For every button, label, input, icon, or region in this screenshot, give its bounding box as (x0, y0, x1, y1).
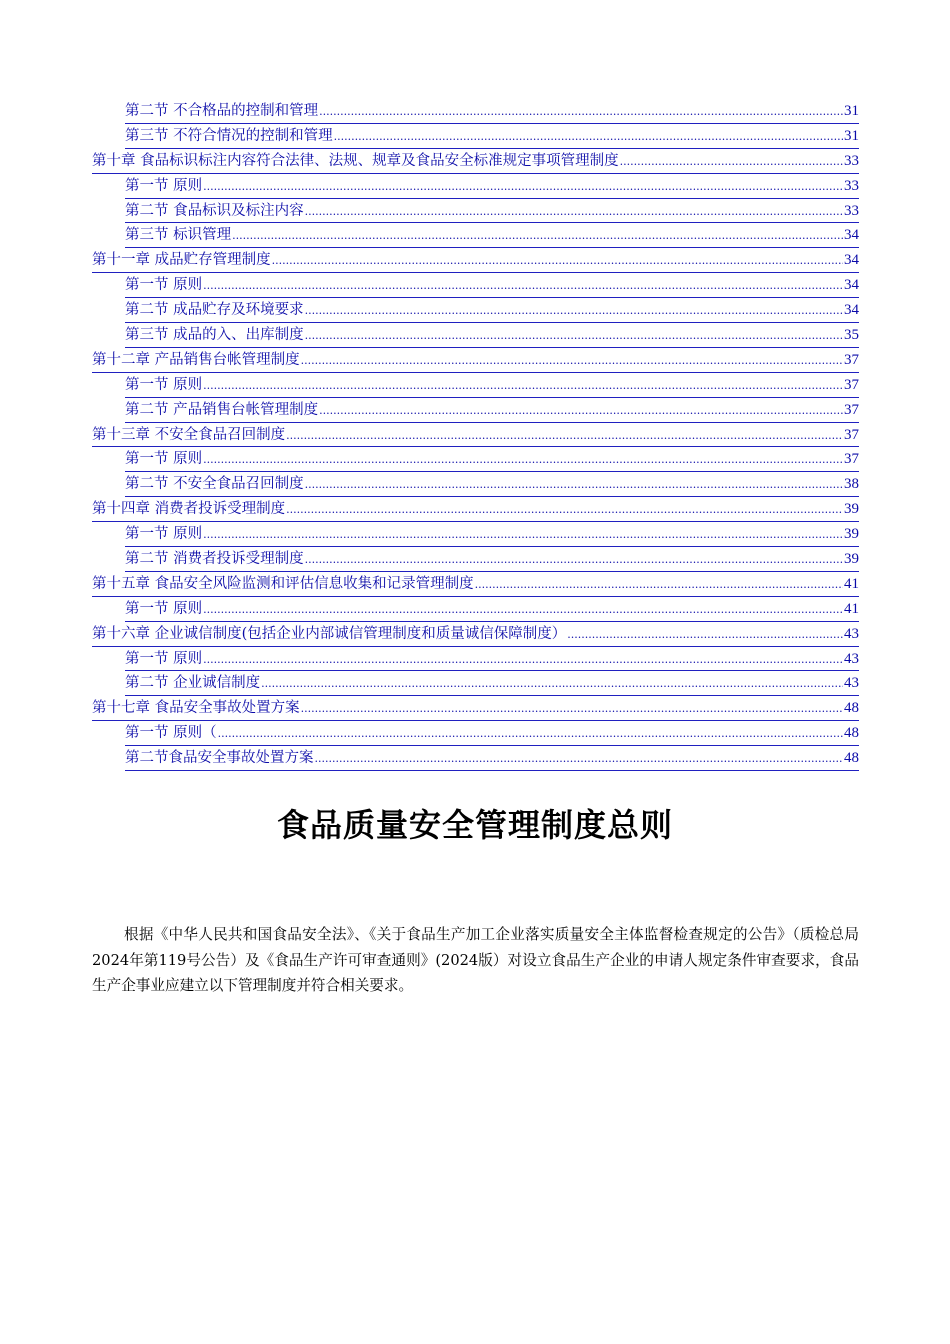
toc-dot-leader (218, 722, 843, 747)
toc-dot-leader (567, 623, 843, 648)
toc-entry-title: 第二节食品安全事故处置方案 (125, 750, 314, 767)
intro-paragraph: 根据《中华人民共和国食品安全法》、《关于食品生产加工企业落实质量安全主体监督检查规定的公告》（质检总局2024年第119号公告）及《食品生产许可审查通则》(2024版）对设立食品生产企业的申请人规定条件审查要求，食品生产企事业应建立以下管理制度并符合相关要求。 (92, 926, 859, 994)
toc-section-link[interactable] (125, 647, 859, 672)
table-of-contents (92, 99, 859, 771)
toc-section-link[interactable] (125, 124, 859, 149)
toc-page-number: 34 (844, 302, 859, 319)
toc-section-link[interactable] (125, 298, 859, 323)
toc-entry-title: 第一节 原则（ (125, 725, 217, 742)
toc-section-link[interactable] (125, 746, 859, 771)
toc-page-number: 33 (844, 202, 859, 219)
toc-entry-title: 第十七章 食品安全事故处置方案 (92, 700, 300, 717)
toc-page-number: 39 (844, 551, 859, 568)
toc-page-number: 35 (844, 327, 859, 344)
toc-dot-leader (203, 175, 843, 200)
toc-section-link[interactable] (125, 99, 859, 124)
toc-dot-leader (286, 498, 843, 523)
toc-dot-leader (319, 399, 843, 424)
toc-page-number: 33 (844, 177, 859, 194)
toc-page-number: 37 (844, 401, 859, 418)
toc-dot-leader (203, 648, 843, 673)
toc-chapter-link[interactable] (92, 248, 859, 273)
toc-dot-leader (301, 349, 843, 374)
toc-entry-title: 第二节 产品销售台帐管理制度 (125, 401, 319, 418)
toc-section-link[interactable] (125, 671, 859, 696)
toc-section-link[interactable] (125, 597, 859, 622)
toc-entry-title: 第二节 不安全食品召回制度 (125, 476, 304, 493)
toc-page-number: 34 (844, 252, 859, 269)
toc-dot-leader (305, 299, 843, 324)
toc-dot-leader (232, 224, 843, 249)
toc-page-number: 48 (844, 750, 859, 767)
toc-page-number: 43 (844, 650, 859, 667)
toc-entry-title: 第十章 食品标识标注内容符合法律、法规、规章及食品安全标准规定事项管理制度 (92, 152, 619, 169)
toc-section-link[interactable] (125, 373, 859, 398)
toc-dot-leader (315, 747, 844, 772)
toc-section-link[interactable] (125, 174, 859, 199)
toc-page-number: 38 (844, 476, 859, 493)
toc-page-number: 34 (844, 227, 859, 244)
toc-page-number: 48 (844, 725, 859, 742)
toc-page-number: 37 (844, 351, 859, 368)
toc-entry-title: 第一节 原则 (125, 650, 203, 667)
toc-dot-leader (475, 573, 843, 598)
toc-entry-title: 第十五章 食品安全风险监测和评估信息收集和记录管理制度 (92, 575, 474, 592)
toc-dot-leader (203, 523, 843, 548)
toc-page-number: 48 (844, 700, 859, 717)
toc-chapter-link[interactable] (92, 149, 859, 174)
toc-entry-title: 第二节 成品贮存及环境要求 (125, 302, 304, 319)
toc-dot-leader (305, 324, 843, 349)
toc-entry-title: 第十四章 消费者投诉受理制度 (92, 501, 286, 518)
toc-dot-leader (319, 100, 843, 125)
toc-page-number: 33 (844, 152, 859, 169)
toc-section-link[interactable] (125, 199, 859, 224)
toc-page-number: 31 (844, 127, 859, 144)
toc-page-number: 31 (844, 103, 859, 119)
toc-dot-leader (272, 249, 843, 274)
toc-dot-leader (203, 274, 843, 299)
toc-entry-title: 第一节 原则 (125, 376, 203, 393)
toc-dot-leader (305, 473, 843, 498)
toc-entry-title: 第十一章 成品贮存管理制度 (92, 252, 271, 269)
toc-chapter-link[interactable] (92, 572, 859, 597)
toc-page-number: 37 (844, 376, 859, 393)
toc-page-number: 41 (844, 600, 859, 617)
toc-chapter-link[interactable] (92, 348, 859, 373)
toc-chapter-link[interactable] (92, 622, 859, 647)
toc-section-link[interactable] (125, 522, 859, 547)
toc-page-number: 43 (844, 625, 859, 642)
toc-entry-title: 第一节 原则 (125, 451, 203, 468)
toc-dot-leader (203, 598, 843, 623)
document-title: 食品质量安全管理制度总则 (276, 806, 673, 844)
toc-entry-title: 第一节 原则 (125, 277, 203, 294)
toc-dot-leader (301, 697, 843, 722)
toc-dot-leader (286, 424, 843, 449)
toc-section-link[interactable] (125, 223, 859, 248)
toc-chapter-link[interactable] (92, 497, 859, 522)
toc-dot-leader (203, 374, 843, 399)
toc-entry-title: 第二节 食品标识及标注内容 (125, 202, 304, 219)
toc-entry-title: 第二节 消费者投诉受理制度 (125, 551, 304, 568)
toc-dot-leader (261, 672, 843, 697)
toc-entry-title: 第一节 原则 (125, 177, 203, 194)
toc-entry-title: 第十六章 企业诚信制度(包括企业内部诚信管理制度和质量诚信保障制度） (92, 625, 567, 642)
toc-page-number: 39 (844, 526, 859, 543)
toc-dot-leader (620, 150, 843, 175)
toc-page-number: 43 (844, 675, 859, 692)
toc-entry-title: 第三节 标识管理 (125, 227, 232, 244)
toc-entry-title: 第二节 企业诚信制度 (125, 675, 261, 692)
toc-chapter-link[interactable] (92, 423, 859, 448)
toc-section-link[interactable] (125, 472, 859, 497)
toc-section-link[interactable] (125, 721, 859, 746)
toc-section-link[interactable] (125, 447, 859, 472)
toc-page-number: 37 (844, 426, 859, 443)
toc-entry-title: 第一节 原则 (125, 526, 203, 543)
toc-dot-leader (203, 448, 843, 473)
toc-entry-title: 第二节 不合格品的控制和管理 (125, 103, 319, 119)
toc-page-number: 41 (844, 575, 859, 592)
toc-page-number: 37 (844, 451, 859, 468)
toc-entry-title: 第三节 成品的入、出库制度 (125, 327, 304, 344)
toc-section-link[interactable] (125, 398, 859, 423)
toc-page-number: 34 (844, 277, 859, 294)
toc-entry-title: 第三节 不符合情况的控制和管理 (125, 127, 333, 144)
toc-section-link[interactable] (125, 547, 859, 572)
toc-entry-title: 第一节 原则 (125, 600, 203, 617)
toc-section-link[interactable] (125, 323, 859, 348)
toc-dot-leader (334, 125, 843, 150)
toc-section-link[interactable] (125, 273, 859, 298)
toc-dot-leader (305, 200, 843, 225)
toc-page-number: 39 (844, 501, 859, 518)
toc-dot-leader (305, 548, 843, 573)
toc-entry-title: 第十二章 产品销售台帐管理制度 (92, 351, 300, 368)
toc-chapter-link[interactable] (92, 696, 859, 721)
toc-entry-title: 第十三章 不安全食品召回制度 (92, 426, 286, 443)
